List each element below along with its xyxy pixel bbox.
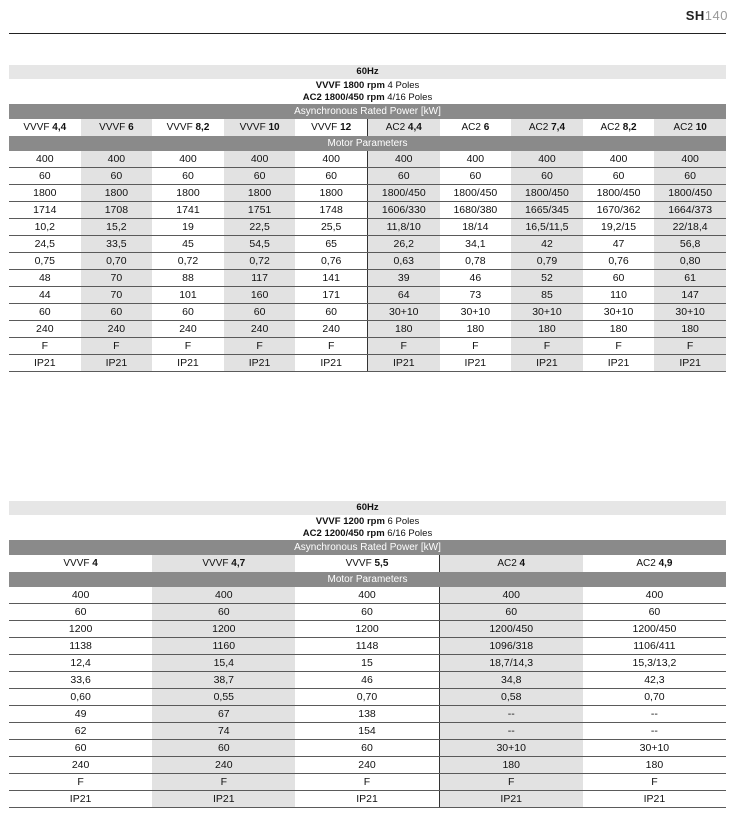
- table-cell: IP21: [643, 793, 666, 805]
- table-cell: 1138: [69, 640, 92, 652]
- table-cell: 48: [38, 272, 51, 284]
- table-cell: 60: [325, 170, 338, 182]
- table-row: [9, 151, 726, 168]
- table-cell: 30+10: [439, 740, 583, 756]
- table-cell: 52: [511, 270, 583, 286]
- table-cell: 240: [358, 759, 376, 771]
- table-cell: 0,55: [152, 689, 295, 705]
- table-cell: 47: [612, 238, 625, 250]
- table-cell: 160: [224, 287, 296, 303]
- table-cell: 34,1: [465, 238, 486, 250]
- table-cell: 1800/450: [367, 185, 440, 201]
- table-cell: 65: [325, 238, 338, 250]
- table-cell: 62: [74, 725, 87, 737]
- speed-line-vvvf: VVVF 1800 rpm 4 Poles: [315, 80, 420, 91]
- frequency-header: 60Hz: [9, 501, 726, 515]
- table-cell: 12,4: [70, 657, 91, 669]
- table-cell: 18,7/14,3: [439, 655, 583, 671]
- power-header: Asynchronous Rated Power [kW]: [9, 104, 726, 119]
- model-header-cell: AC2 4: [439, 555, 583, 572]
- model-header-cell: VVVF 12: [311, 122, 352, 133]
- table-cell: 400: [322, 153, 340, 165]
- table-cell: 0,58: [439, 689, 583, 705]
- table-cell: 15,2: [81, 219, 153, 235]
- table-row: [9, 638, 726, 655]
- header-divider: [9, 33, 726, 34]
- table-cell: 240: [36, 323, 54, 335]
- table-cell: 0,75: [34, 255, 56, 267]
- table-cell: 30+10: [460, 306, 491, 318]
- model-header-cell: VVVF 4,7: [152, 555, 295, 572]
- table-cell: IP21: [224, 355, 296, 371]
- table-cell: 49: [74, 708, 87, 720]
- table-cell: 60: [74, 606, 87, 618]
- table-cell: 30+10: [639, 742, 670, 754]
- table-cell: 60: [224, 168, 296, 184]
- table-cell: 110: [610, 289, 627, 301]
- table-cell: 22,5: [224, 219, 296, 235]
- table-cell: --: [439, 723, 583, 739]
- table-cell: IP21: [439, 791, 583, 807]
- table-cell: 85: [511, 287, 583, 303]
- table-cell: 44: [38, 289, 51, 301]
- model-header-cell: AC2 8,2: [600, 122, 637, 133]
- table-row: [9, 672, 726, 689]
- table-cell: 1800: [81, 185, 153, 201]
- table-cell: 240: [224, 321, 296, 337]
- table-cell: 1751: [224, 202, 296, 218]
- table-cell: 60: [511, 168, 583, 184]
- table-cell: 60: [152, 740, 295, 756]
- table-cell: 74: [152, 723, 295, 739]
- motor-table-6-poles: [9, 501, 726, 808]
- model-header-cell: VVVF 4,4: [23, 122, 67, 133]
- table-row: [9, 706, 726, 723]
- table-cell: 240: [322, 323, 340, 335]
- table-row: [9, 355, 726, 372]
- table-cell: 19,2/15: [601, 221, 637, 233]
- table-cell: 400: [36, 153, 54, 165]
- table-cell: 180: [466, 323, 485, 335]
- table-cell: F: [81, 338, 153, 354]
- table-cell: 30+10: [654, 304, 726, 320]
- table-cell: 1800/450: [511, 185, 583, 201]
- table-cell: 400: [645, 589, 664, 601]
- model-header-cell: VVVF 10: [224, 119, 296, 136]
- table-cell: F: [651, 776, 658, 788]
- table-cell: 0,76: [608, 255, 629, 267]
- speed-line-ac2: AC2 1200/450 rpm 6/16 Poles: [302, 527, 433, 539]
- table-cell: 180: [511, 321, 583, 337]
- table-cell: 60: [81, 304, 153, 320]
- table-cell: 34,8: [439, 672, 583, 688]
- table-cell: 67: [152, 706, 295, 722]
- model-header-cell: AC2 4,9: [636, 558, 673, 569]
- table-cell: F: [363, 776, 371, 788]
- table-cell: 1800: [33, 187, 57, 199]
- table-cell: 88: [182, 272, 194, 284]
- table-cell: 1670/362: [596, 204, 641, 216]
- table-cell: 180: [439, 757, 583, 773]
- table-cell: 60: [38, 306, 51, 318]
- table-row: [9, 168, 726, 185]
- table-cell: 25,5: [320, 221, 342, 233]
- table-cell: 400: [609, 153, 628, 165]
- table-cell: 60: [182, 170, 194, 182]
- table-cell: 38,7: [152, 672, 295, 688]
- table-cell: 400: [152, 587, 295, 603]
- table-cell: F: [224, 338, 296, 354]
- table-cell: 171: [322, 289, 340, 301]
- table-cell: F: [511, 338, 583, 354]
- table-cell: 42,3: [644, 674, 665, 686]
- table-cell: 400: [71, 589, 90, 601]
- table-cell: 15: [361, 657, 373, 669]
- speed-line-ac2: AC2 1800/450 rpm 4/16 Poles: [302, 91, 433, 103]
- table-row: [9, 621, 726, 638]
- table-cell: 54,5: [224, 236, 296, 252]
- table-cell: 400: [466, 153, 485, 165]
- model-header-cell: AC2 7,4: [511, 119, 583, 136]
- table-cell: 60: [367, 168, 440, 184]
- table-cell: IP21: [69, 793, 92, 805]
- model-header-cell: AC2 4,4: [367, 119, 440, 136]
- table-cell: 400: [224, 151, 296, 167]
- table-cell: IP21: [177, 357, 199, 369]
- table-cell: 60: [654, 168, 726, 184]
- table-cell: 26,2: [367, 236, 440, 252]
- table-cell: IP21: [320, 357, 342, 369]
- table-cell: IP21: [356, 793, 378, 805]
- table-row: [9, 757, 726, 774]
- table-row: [9, 287, 726, 304]
- table-cell: 15,4: [152, 655, 295, 671]
- table-cell: 30+10: [603, 306, 634, 318]
- table-cell: 0,60: [70, 691, 91, 703]
- table-cell: 138: [358, 708, 376, 720]
- table-row: [9, 774, 726, 791]
- table-row: [9, 689, 726, 706]
- table-cell: 60: [612, 170, 625, 182]
- table-cell: 16,5/11,5: [511, 219, 583, 235]
- table-cell: IP21: [654, 355, 726, 371]
- table-body: [9, 151, 726, 372]
- table-cell: 1748: [319, 204, 343, 216]
- brand-logo-part2: 140: [704, 8, 728, 23]
- table-cell: 60: [439, 604, 583, 620]
- table-cell: 60: [74, 742, 87, 754]
- table-cell: 0,72: [177, 255, 199, 267]
- table-cell: 180: [654, 321, 726, 337]
- table-cell: 400: [358, 589, 376, 601]
- table-cell: 60: [152, 604, 295, 620]
- frequency-header: 60Hz: [9, 65, 726, 79]
- model-header-cell: VVVF 4: [63, 558, 98, 569]
- model-header-row: [9, 555, 726, 572]
- table-row: [9, 791, 726, 808]
- speed-header: [9, 515, 726, 540]
- table-cell: 42: [511, 236, 583, 252]
- table-cell: 1714: [33, 204, 57, 216]
- table-row: [9, 604, 726, 621]
- table-cell: --: [439, 706, 583, 722]
- table-body: [9, 587, 726, 808]
- table-cell: 70: [81, 270, 153, 286]
- table-cell: 46: [361, 674, 373, 686]
- table-cell: 0,70: [356, 691, 378, 703]
- table-cell: 11,8/10: [367, 219, 440, 235]
- table-cell: 1800: [319, 187, 343, 199]
- table-cell: 70: [81, 287, 153, 303]
- table-cell: F: [327, 340, 335, 352]
- table-row: [9, 219, 726, 236]
- table-cell: 22/18,4: [654, 219, 726, 235]
- table-cell: 1160: [152, 638, 295, 654]
- table-cell: 64: [367, 287, 440, 303]
- table-cell: F: [439, 774, 583, 790]
- table-cell: 45: [182, 238, 194, 250]
- table-cell: F: [77, 776, 84, 788]
- table-row: [9, 202, 726, 219]
- table-cell: IP21: [607, 357, 630, 369]
- table-cell: 1200/450: [439, 621, 583, 637]
- motor-table-4-poles: [9, 65, 726, 372]
- table-cell: 30+10: [511, 304, 583, 320]
- table-row: [9, 338, 726, 355]
- table-cell: 1606/330: [367, 202, 440, 218]
- table-cell: 400: [367, 151, 440, 167]
- table-cell: 240: [81, 321, 153, 337]
- table-cell: 30+10: [367, 304, 440, 320]
- table-cell: 117: [224, 270, 296, 286]
- table-cell: 1200: [68, 623, 93, 635]
- brand-logo-part1: SH: [685, 8, 705, 23]
- table-cell: 0,78: [465, 255, 486, 267]
- table-row: [9, 723, 726, 740]
- table-cell: IP21: [464, 357, 487, 369]
- table-cell: --: [650, 708, 658, 720]
- table-cell: 141: [322, 272, 340, 284]
- table-row: [9, 236, 726, 253]
- table-cell: F: [152, 774, 295, 790]
- table-cell: 400: [439, 587, 583, 603]
- table-cell: 39: [367, 270, 440, 286]
- table-cell: 400: [179, 153, 197, 165]
- table-cell: 1800/450: [596, 187, 641, 199]
- brand-logo: [686, 8, 728, 23]
- table-cell: 400: [511, 151, 583, 167]
- table-cell: 60: [361, 606, 373, 618]
- table-cell: 60: [648, 606, 661, 618]
- model-header-cell: VVVF 8,2: [166, 122, 210, 133]
- table-cell: F: [654, 338, 726, 354]
- table-cell: 101: [179, 289, 197, 301]
- table-cell: 1200: [355, 623, 379, 635]
- table-cell: 147: [654, 287, 726, 303]
- table-cell: 240: [152, 757, 295, 773]
- table-cell: 1741: [176, 204, 200, 216]
- table-cell: 0,70: [81, 253, 153, 269]
- table-cell: F: [367, 338, 440, 354]
- table-cell: 73: [469, 289, 482, 301]
- table-row: [9, 253, 726, 270]
- table-cell: 1800: [176, 187, 200, 199]
- table-cell: 10,2: [34, 221, 56, 233]
- table-cell: 60: [182, 306, 194, 318]
- table-cell: 46: [469, 272, 482, 284]
- table-cell: 1664/373: [654, 202, 726, 218]
- speed-header: [9, 79, 726, 104]
- table-cell: 0,63: [367, 253, 440, 269]
- table-cell: 24,5: [34, 238, 56, 250]
- table-cell: 1096/318: [439, 638, 583, 654]
- table-cell: F: [41, 340, 48, 352]
- table-cell: IP21: [33, 357, 56, 369]
- table-cell: 1800: [224, 185, 296, 201]
- table-cell: 60: [38, 170, 51, 182]
- table-cell: 0,80: [654, 253, 726, 269]
- table-cell: 400: [81, 151, 153, 167]
- table-row: [9, 270, 726, 287]
- table-cell: 240: [179, 323, 197, 335]
- power-header: Asynchronous Rated Power [kW]: [9, 540, 726, 555]
- table-cell: 18/14: [462, 221, 489, 233]
- table-cell: 1665/345: [511, 202, 583, 218]
- table-cell: 60: [325, 306, 338, 318]
- table-row: [9, 587, 726, 604]
- table-cell: 180: [645, 759, 664, 771]
- model-header-cell: AC2 10: [654, 119, 726, 136]
- speed-line-vvvf: VVVF 1200 rpm 6 Poles: [315, 516, 420, 527]
- table-cell: 180: [609, 323, 628, 335]
- table-cell: 60: [224, 304, 296, 320]
- table-cell: 1148: [355, 640, 379, 652]
- table-cell: 1800/450: [654, 185, 726, 201]
- table-cell: 1200: [152, 621, 295, 637]
- model-header-cell: VVVF 5,5: [345, 558, 389, 569]
- table-row: [9, 740, 726, 757]
- table-row: [9, 304, 726, 321]
- table-cell: 1708: [81, 202, 153, 218]
- table-row: [9, 655, 726, 672]
- table-cell: 180: [367, 321, 440, 337]
- table-cell: 61: [654, 270, 726, 286]
- table-cell: 60: [361, 742, 373, 754]
- table-cell: 0,72: [224, 253, 296, 269]
- table-cell: 19: [182, 221, 194, 233]
- model-header-cell: AC2 6: [461, 122, 490, 133]
- table-row: [9, 321, 726, 338]
- table-cell: --: [650, 725, 658, 737]
- table-cell: 60: [612, 272, 625, 284]
- table-cell: 1200/450: [632, 623, 677, 635]
- table-cell: F: [184, 340, 192, 352]
- table-cell: 0,79: [511, 253, 583, 269]
- parameters-header: Motor Parameters: [9, 136, 726, 151]
- table-cell: 400: [654, 151, 726, 167]
- table-cell: 240: [71, 759, 90, 771]
- model-header-cell: VVVF 6: [81, 119, 153, 136]
- table-cell: 1106/411: [633, 640, 676, 652]
- table-cell: IP21: [152, 791, 295, 807]
- table-cell: 1680/380: [453, 204, 498, 216]
- table-cell: 60: [81, 168, 153, 184]
- table-cell: 1800/450: [453, 187, 498, 199]
- table-cell: 60: [469, 170, 482, 182]
- table-cell: IP21: [367, 355, 440, 371]
- table-cell: 33,5: [81, 236, 153, 252]
- table-cell: IP21: [511, 355, 583, 371]
- table-row: [9, 185, 726, 202]
- table-cell: 15,3/13,2: [632, 657, 677, 669]
- table-cell: 154: [358, 725, 376, 737]
- table-cell: 33,6: [70, 674, 91, 686]
- table-cell: 56,8: [654, 236, 726, 252]
- parameters-header: Motor Parameters: [9, 572, 726, 587]
- table-cell: F: [472, 340, 479, 352]
- table-cell: 0,70: [644, 691, 665, 703]
- model-header-row: [9, 119, 726, 136]
- table-cell: 0,76: [320, 255, 342, 267]
- table-cell: IP21: [81, 355, 153, 371]
- table-cell: F: [615, 340, 622, 352]
